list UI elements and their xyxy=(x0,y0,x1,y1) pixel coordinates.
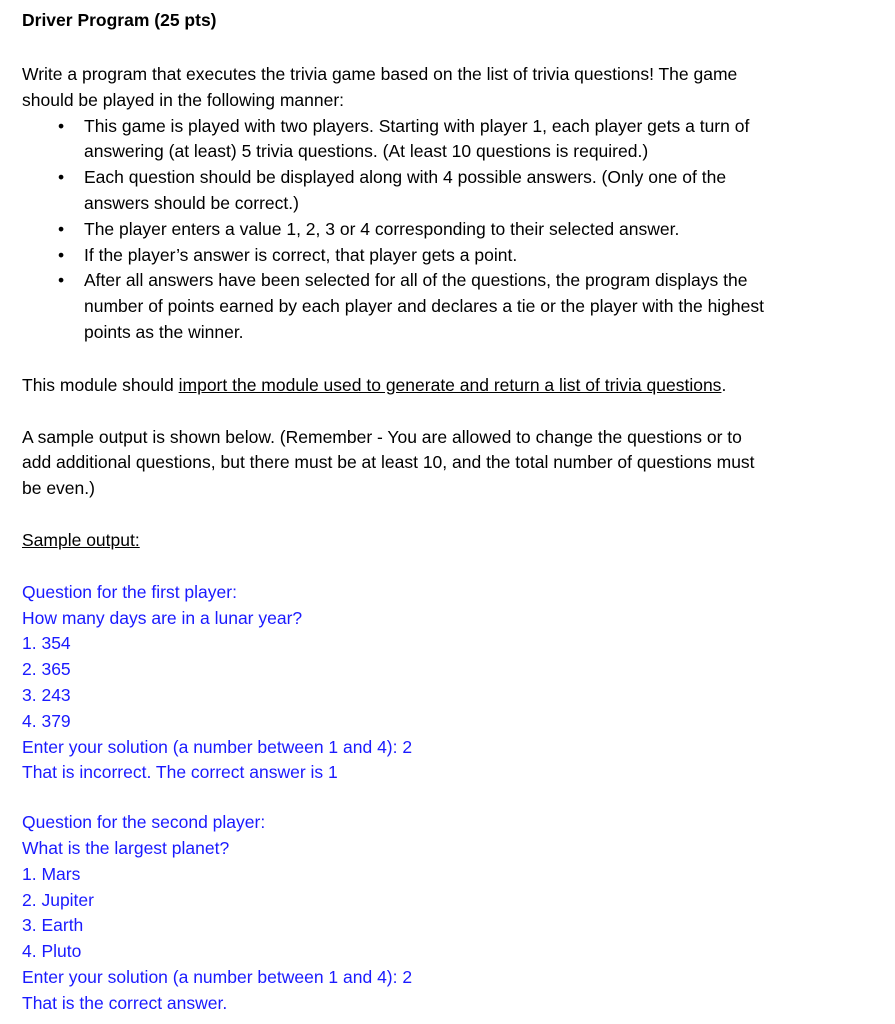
rule-item xyxy=(22,165,873,217)
sample-output-line: That is the correct answer. xyxy=(22,992,228,1013)
module-note-suffix: . xyxy=(721,374,727,395)
sample-output-line: 4. 379 xyxy=(22,710,71,731)
rule-line: After all answers have been selected for all of the questions, the program displays the xyxy=(84,270,748,291)
sample-output-first xyxy=(22,580,873,786)
rule-line: answering (at least) 5 trivia questions. (At least 10 questions is required.) xyxy=(84,141,649,162)
bullet-icon: • xyxy=(58,270,65,291)
rule-item xyxy=(22,243,873,269)
module-note-underlined: import the module used to generate and return a list of trivia questions xyxy=(178,374,722,395)
rule-item xyxy=(22,268,873,345)
bullet-icon: • xyxy=(58,218,65,239)
bullet-icon: • xyxy=(58,244,65,265)
sample-output-line: 2. 365 xyxy=(22,659,71,680)
intro-line: Write a program that executes the trivia game based on the list of trivia questions! The game xyxy=(22,64,738,84)
module-note xyxy=(22,373,873,399)
rule-line: If the player’s answer is correct, that player gets a point. xyxy=(84,244,518,265)
sample-output-line: Question for the first player: xyxy=(22,581,237,602)
rule-line: This game is played with two players. Starting with player 1, each player gets a turn of xyxy=(84,115,750,136)
rule-item xyxy=(22,114,873,166)
rule-line: answers should be correct.) xyxy=(84,192,299,213)
rule-line: The player enters a value 1, 2, 3 or 4 corresponding to their selected answer. xyxy=(84,218,680,239)
sample-output-line: 1. Mars xyxy=(22,863,81,884)
sample-heading: Sample output: xyxy=(22,529,140,550)
rule-line: Each question should be displayed along with 4 possible answers. (Only one of the xyxy=(84,167,727,188)
sample-output-line: Enter your solution (a number between 1 and 4): 2 xyxy=(22,736,413,757)
rules-list xyxy=(22,114,873,346)
intro-paragraph xyxy=(22,62,873,114)
sample-note-line: A sample output is shown below. (Remember - You are allowed to change the questions or to xyxy=(22,426,742,447)
rule-item xyxy=(22,217,873,243)
sample-output-line: 4. Pluto xyxy=(22,941,82,962)
bullet-icon: • xyxy=(58,115,65,136)
sample-output-second xyxy=(22,810,873,1016)
sample-output-line: 1. 354 xyxy=(22,633,71,654)
sample-output-line: How many days are in a lunar year? xyxy=(22,607,303,628)
intro-line: should be played in the following manner: xyxy=(22,89,345,110)
sample-output-line: Question for the second player: xyxy=(22,812,266,833)
sample-output-line: 3. Earth xyxy=(22,915,84,936)
sample-note-line: add additional questions, but there must be at least 10, and the total number of questions must xyxy=(22,452,755,473)
bullet-icon: • xyxy=(58,167,65,188)
sample-note-line: be even.) xyxy=(22,478,95,499)
sample-output-line: 3. 243 xyxy=(22,684,71,705)
rule-line: number of points earned by each player and declares a tie or the player with the highest xyxy=(84,296,764,317)
module-note-prefix: This module should xyxy=(22,374,179,395)
sample-output-line: That is incorrect. The correct answer is 1 xyxy=(22,762,338,783)
rule-line: points as the winner. xyxy=(84,321,244,342)
sample-note-paragraph xyxy=(22,425,873,502)
sample-output-line: 2. Jupiter xyxy=(22,889,94,910)
sample-output-line: Enter your solution (a number between 1 and 4): 2 xyxy=(22,966,413,987)
sample-output-line: What is the largest planet? xyxy=(22,837,230,858)
page-title: Driver Program (25 pts) xyxy=(22,10,217,30)
